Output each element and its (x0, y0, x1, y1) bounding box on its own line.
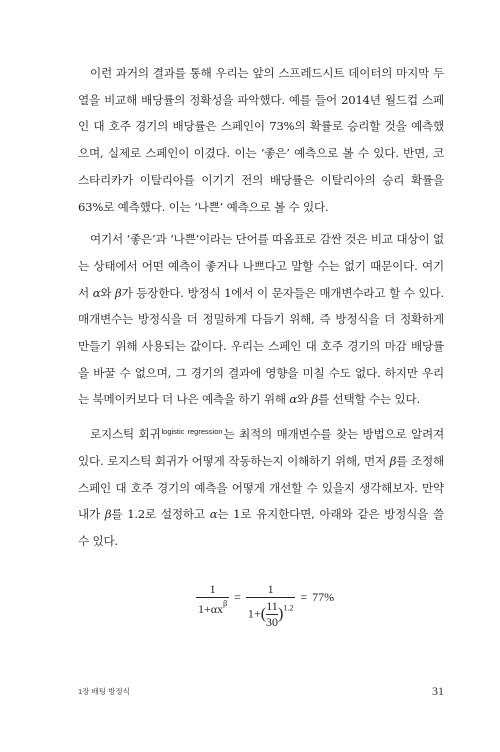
lhs-den-text: 1+αx (198, 602, 224, 616)
alpha-symbol: α (209, 507, 218, 522)
term-gloss: logistic regression (161, 427, 223, 437)
equals-sign: = (234, 590, 241, 604)
paragraph-2-text-e: 를 선택할 수는 있다. (318, 392, 421, 407)
paragraph-3-text-b: 는 최적의 매개변수를 찾는 방법으로 알려져 있다. 로지스틱 회귀가 어떻게 작동하는지 이해하기 위해, 먼저 (78, 427, 445, 468)
paragraph-3-text-a: 로지스틱 회귀 (90, 427, 161, 442)
lhs-denominator (196, 598, 229, 617)
alpha-symbol: α (92, 285, 101, 300)
paragraph-2-text-c: 가 등장한다. 방정식 1에서 이 문자들은 매개변수라고 할 수 있다. 매개변수는 방정식을 더 정밀하게 다듬기 위해, 즉 방정식을 더 정확하게 만들기 위해 사용되는 값이다. 우리는 스페인 대 호주 경기의 마감 배당률을 바꿀 수 없으며, 그 경기의 결과에 영향을 미칠 수도 없다. 하지만 우리는 북메이커보다 더 나은 예측을 하기 위해 (78, 285, 444, 407)
close-paren: ) (278, 605, 284, 623)
paragraph-3 (78, 419, 444, 555)
equation (196, 582, 339, 632)
paragraph-2-text-b: 와 (100, 285, 116, 300)
paragraph-1 (78, 60, 444, 220)
beta-symbol: β (389, 453, 397, 468)
rhs-numerator: 1 (267, 582, 274, 596)
beta-symbol: β (104, 507, 112, 522)
lhs-fraction (196, 582, 229, 617)
paragraph-2-text-a: 여기서 ‘좋은’과 ‘나쁜’이라는 단어를 따옴표로 감싼 것은 비교 대상이 없는 상태에서 어떤 예측이 좋거나 나쁘다고 말할 수는 없기 때문이다. 여기서 (78, 232, 444, 300)
lhs-den-exponent: β (223, 599, 228, 608)
rhs-den-prefix: 1+ (247, 606, 261, 621)
inner-denominator: 30 (266, 615, 279, 629)
inner-fraction (266, 599, 278, 630)
inner-exponent: 1.2 (283, 603, 294, 613)
page-number: 31 (432, 684, 444, 698)
beta-symbol: β (115, 285, 122, 300)
paragraph-1-text: 이런 과거의 결과를 통해 우리는 앞의 스프레드시트 데이터의 마지막 두 열을 비교해 배당률의 정확성을 파악했다. 예를 들어 2014년 월드컵 스페인 대 호주 경기의 배당률은 스페인이 73%의 확률로 승리할 것을 예측했으며, 실제로 스페인이 이겼다. 이는 ‘좋은’ 예측으로 볼 수 있다. 반면, 코스타리카가 이탈리아를 이기기 전의 배당률은 이탈리아의 승리 확률을 63%로 예측했다. 이는 ‘나쁜’ 예측으로 볼 수 있다. (78, 66, 444, 214)
alpha-symbol: α (289, 392, 298, 407)
paragraph-3-text-e: 는 1로 유지한다면, 아래와 같은 방정식을 쓸 수 있다. (78, 507, 444, 548)
running-footer-chapter: 1장 배팅 방정식 (78, 687, 130, 696)
lhs-numerator: 1 (209, 582, 216, 596)
body-text (78, 60, 444, 555)
beta-symbol: β (311, 392, 319, 407)
rhs-denominator (246, 598, 295, 630)
open-paren: ( (260, 605, 267, 623)
paragraph-2-text-d: 와 (297, 392, 312, 407)
paragraph-3-text-d: 를 1.2로 설정하고 (111, 507, 210, 522)
paragraph-3-text-c: 를 조정해 스페인 대 호주 경기의 예측을 어떻게 개선할 수 있을지 생각해보자. 만약 내가 (78, 453, 444, 522)
equals-sign: = (300, 590, 308, 604)
rhs-fraction (246, 582, 295, 630)
result-value: 77% (312, 590, 335, 604)
inner-numerator: 11 (266, 599, 278, 613)
paragraph-2 (78, 226, 444, 413)
